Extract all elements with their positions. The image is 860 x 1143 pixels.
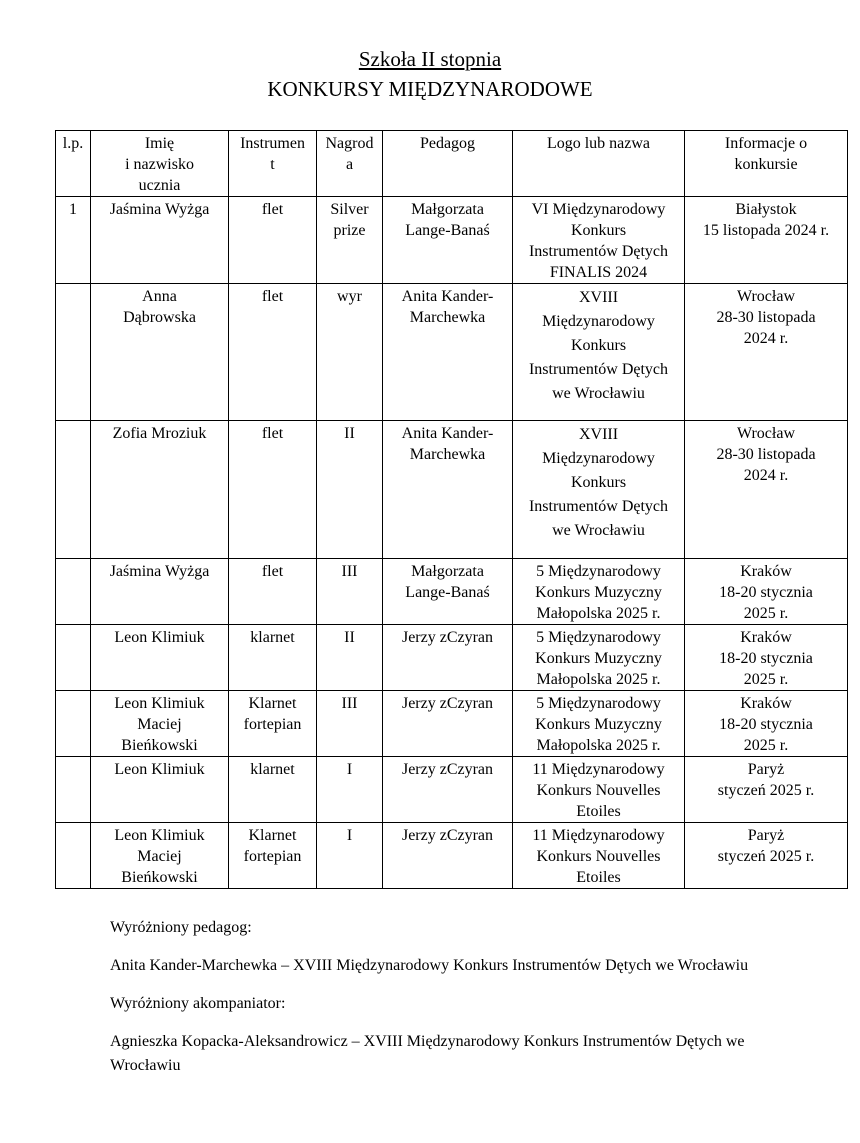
cell-teacher: Anita Kander- Marchewka <box>383 421 513 559</box>
competitions-table <box>55 130 848 889</box>
cell-name: Anna Dąbrowska <box>91 284 229 421</box>
cell-instrument: flet <box>229 559 317 625</box>
cell-award: Silver prize <box>317 197 383 284</box>
cell-name: Jaśmina Wyżga <box>91 197 229 284</box>
cell-logo: 5 Międzynarodowy Konkurs Muzyczny Małopolska 2025 r. <box>513 559 685 625</box>
table-row <box>56 284 848 421</box>
cell-info: Paryż styczeń 2025 r. <box>685 823 848 889</box>
cell-lp <box>56 691 91 757</box>
cell-award: I <box>317 757 383 823</box>
cell-award: II <box>317 421 383 559</box>
distinguished-teacher-label: Wyróżniony pedagog: <box>110 919 252 936</box>
distinguished-teacher-text: Anita Kander-Marchewka – XVIII Międzynarodowy Konkurs Instrumentów Dętych we Wrocławiu <box>110 957 749 974</box>
page-title <box>0 44 860 104</box>
cell-teacher: Anita Kander- Marchewka <box>383 284 513 421</box>
cell-logo: 5 Międzynarodowy Konkurs Muzyczny Małopolska 2025 r. <box>513 691 685 757</box>
cell-award: I <box>317 823 383 889</box>
competitions-heading: KONKURSY MIĘDZYNARODOWE <box>267 77 593 101</box>
cell-logo: 11 Międzynarodowy Konkurs Nouvelles Etoiles <box>513 757 685 823</box>
cell-instrument: flet <box>229 284 317 421</box>
cell-logo: VI Międzynarodowy Konkurs Instrumentów Dętych FINALIS 2024 <box>513 197 685 284</box>
cell-name: Leon Klimiuk <box>91 757 229 823</box>
cell-logo: XVIII Międzynarodowy Konkurs Instrumentów Dętych we Wrocławiu <box>513 284 685 421</box>
table-row <box>56 421 848 559</box>
distinguished-accompanist-text: Agnieszka Kopacka-Aleksandrowicz – XVIII Międzynarodowy Konkurs Instrumentów Dętych we Wrocławiu <box>110 1033 745 1074</box>
cell-teacher: Jerzy zCzyran <box>383 691 513 757</box>
cell-name: Jaśmina Wyżga <box>91 559 229 625</box>
header-award: Nagrod a <box>317 131 383 197</box>
table-row <box>56 559 848 625</box>
table-row <box>56 625 848 691</box>
header-logo: Logo lub nazwa <box>513 131 685 197</box>
cell-logo: XVIII Międzynarodowy Konkurs Instrumentów Dętych we Wrocławiu <box>513 421 685 559</box>
cell-teacher: Małgorzata Lange-Banaś <box>383 559 513 625</box>
cell-instrument: klarnet <box>229 757 317 823</box>
cell-info: Białystok 15 listopada 2024 r. <box>685 197 848 284</box>
cell-lp <box>56 421 91 559</box>
table-row <box>56 823 848 889</box>
cell-logo: 5 Międzynarodowy Konkurs Muzyczny Małopolska 2025 r. <box>513 625 685 691</box>
cell-teacher: Jerzy zCzyran <box>383 625 513 691</box>
cell-teacher: Jerzy zCzyran <box>383 823 513 889</box>
cell-instrument: Klarnet fortepian <box>229 823 317 889</box>
header-name: Imię i nazwisko ucznia <box>91 131 229 197</box>
cell-name: Leon Klimiuk Maciej Bieńkowski <box>91 691 229 757</box>
cell-lp <box>56 284 91 421</box>
cell-lp <box>56 823 91 889</box>
table-row <box>56 691 848 757</box>
cell-award: wyr <box>317 284 383 421</box>
table-row <box>56 197 848 284</box>
table-row <box>56 757 848 823</box>
cell-instrument: Klarnet fortepian <box>229 691 317 757</box>
cell-teacher: Jerzy zCzyran <box>383 757 513 823</box>
header-teacher: Pedagog <box>383 131 513 197</box>
header-lp: l.p. <box>56 131 91 197</box>
cell-name: Zofia Mroziuk <box>91 421 229 559</box>
table-header-row <box>56 131 848 197</box>
cell-instrument: flet <box>229 421 317 559</box>
cell-info: Wrocław 28-30 listopada 2024 r. <box>685 284 848 421</box>
distinguished-accompanist-label: Wyróżniony akompaniator: <box>110 995 286 1012</box>
cell-info: Paryż styczeń 2025 r. <box>685 757 848 823</box>
cell-name: Leon Klimiuk <box>91 625 229 691</box>
header-instrument: Instrumen t <box>229 131 317 197</box>
school-level-heading: Szkoła II stopnia <box>358 47 502 71</box>
cell-info: Kraków 18-20 stycznia 2025 r. <box>685 559 848 625</box>
cell-name: Leon Klimiuk Maciej Bieńkowski <box>91 823 229 889</box>
cell-instrument: klarnet <box>229 625 317 691</box>
cell-lp <box>56 757 91 823</box>
cell-instrument: flet <box>229 197 317 284</box>
distinctions-section <box>110 916 790 1092</box>
cell-lp <box>56 559 91 625</box>
cell-lp <box>56 625 91 691</box>
header-info: Informacje o konkursie <box>685 131 848 197</box>
cell-info: Wrocław 28-30 listopada 2024 r. <box>685 421 848 559</box>
cell-teacher: Małgorzata Lange-Banaś <box>383 197 513 284</box>
cell-award: II <box>317 625 383 691</box>
cell-info: Kraków 18-20 stycznia 2025 r. <box>685 625 848 691</box>
cell-lp: 1 <box>56 197 91 284</box>
cell-award: III <box>317 559 383 625</box>
cell-logo: 11 Międzynarodowy Konkurs Nouvelles Etoiles <box>513 823 685 889</box>
cell-award: III <box>317 691 383 757</box>
cell-info: Kraków 18-20 stycznia 2025 r. <box>685 691 848 757</box>
